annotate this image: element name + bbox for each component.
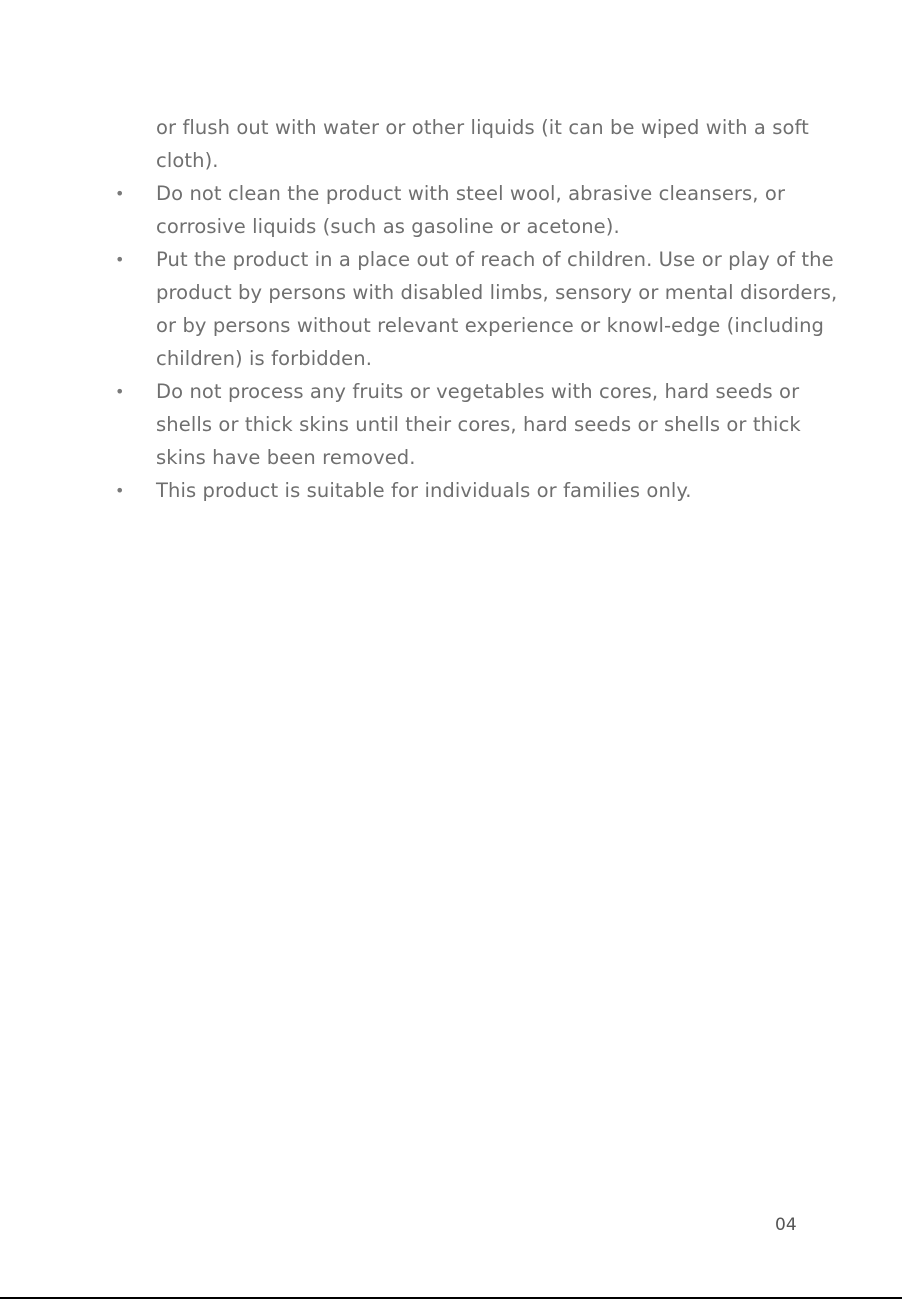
instruction-list	[112, 177, 852, 507]
list-item	[112, 243, 852, 375]
list-item-text: Do not process any fruits or vegetables with cores, hard seeds or shells or thick skins until their cores, hard seeds or shells or thick skins have been removed.	[156, 380, 801, 469]
continuation-paragraph: or flush out with water or other liquids (it can be wiped with a soft cloth).	[156, 116, 809, 172]
list-item	[112, 375, 852, 474]
bullet-icon: •	[115, 184, 125, 203]
list-item-text: This product is suitable for individuals or families only.	[156, 479, 692, 502]
safety-instructions	[112, 111, 852, 507]
list-item-text: Do not clean the product with steel wool, abrasive cleansers, or corrosive liquids (such as gasoline or acetone).	[156, 182, 786, 238]
list-item	[112, 177, 852, 243]
bullet-icon: •	[115, 250, 125, 269]
list-item-text: Put the product in a place out of reach of children. Use or play of the product by persons with disabled limbs, sensory or mental disorders, or by persons without relevant experience or knowl-edge (including children) is forbidden.	[156, 248, 838, 370]
bullet-icon: •	[115, 481, 125, 500]
list-item	[112, 474, 852, 507]
bullet-icon: •	[115, 382, 125, 401]
page-number: 04	[775, 1215, 797, 1235]
